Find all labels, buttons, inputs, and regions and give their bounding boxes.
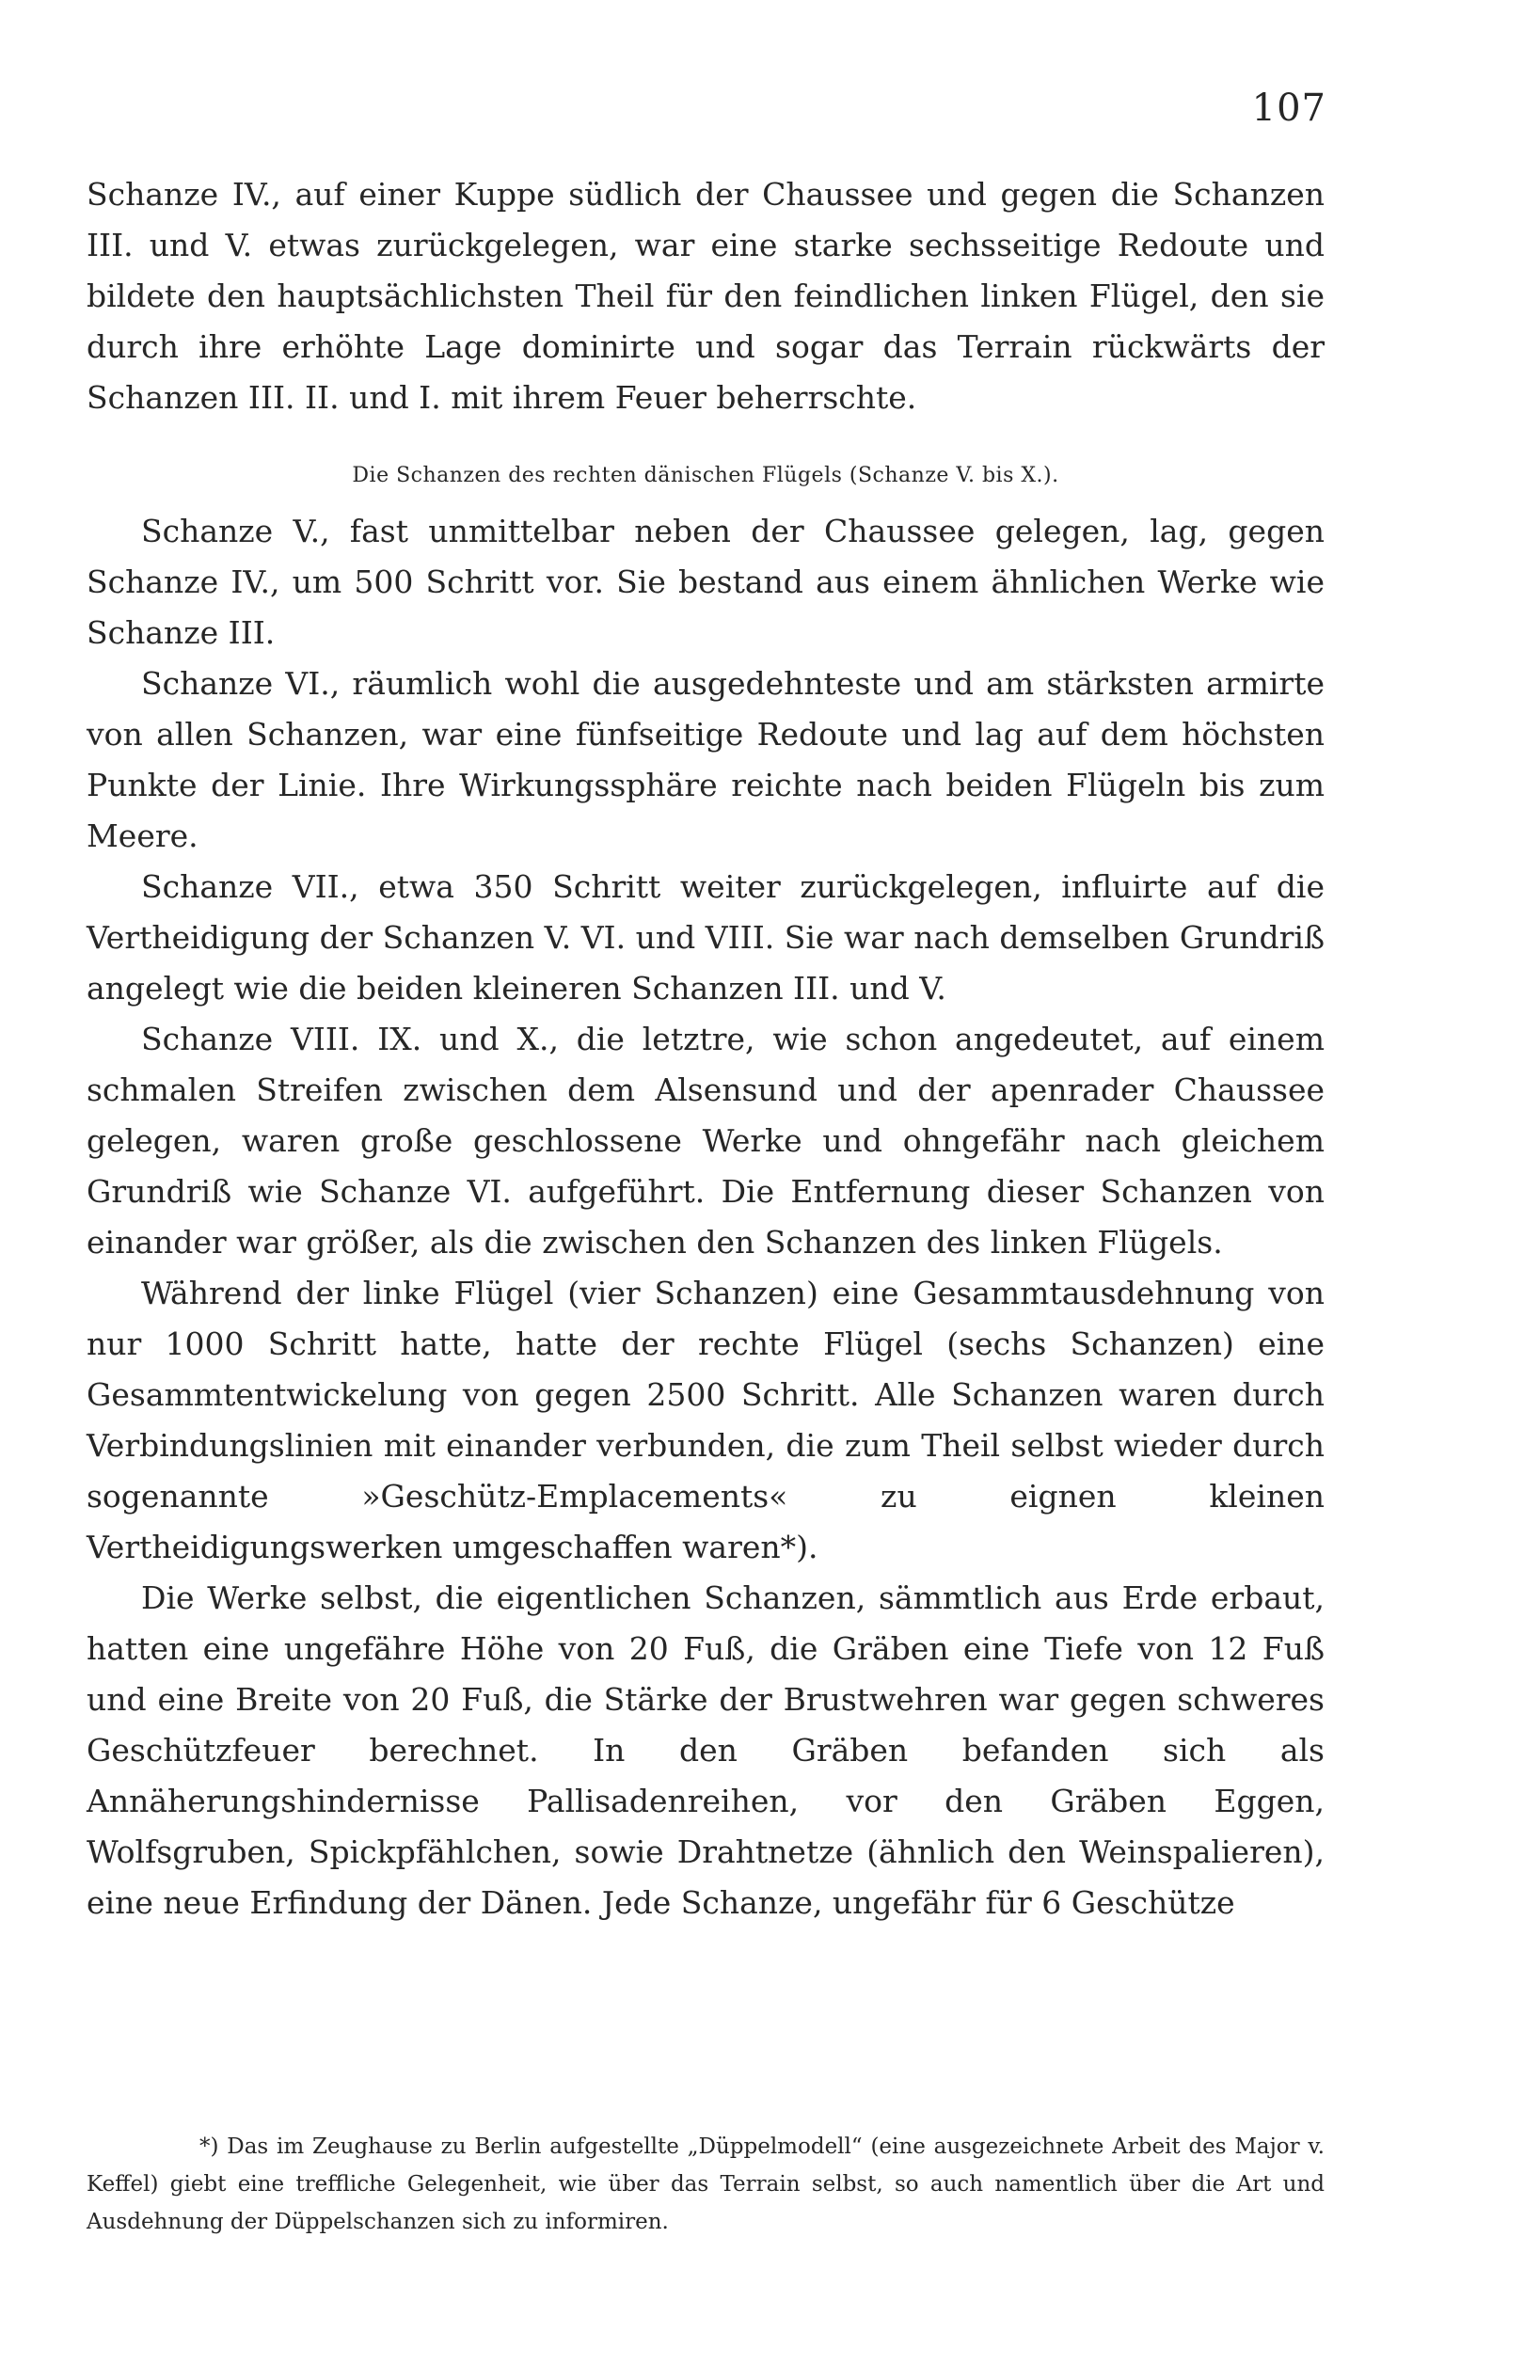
footnote [87, 2128, 1325, 2241]
body-text [87, 169, 1325, 1928]
paragraph-flank-extent: Während der linke Flügel (vier Schanzen) eine Gesammtausdehnung von nur 1000 Schritt hatte, hatte der rechte Flügel (sechs Schanzen) eine Gesammtentwickelung von gegen 2500 Schritt. Alle Schanzen waren durch Verbindungslinien mit einander verbunden, die zum Theil selbst wieder durch sogenannte »Geschütz-Emplacements« zu eignen kleinen Vertheidigungswerken umgeschaffen waren*). [87, 1275, 1325, 1565]
paragraph-schanze-iv: Schanze IV., auf einer Kuppe südlich der Chaussee und gegen die Schanzen III. und V. etwas zurückgelegen, war eine starke sechsseitige Redoute und bildete den hauptsächlichsten Theil für den feindlichen linken Flügel, den sie durch ihre erhöhte Lage dominirte und sogar das Terrain rückwärts der Schanzen III. II. und I. mit ihrem Feuer beherrschte. [87, 176, 1325, 416]
paragraph-schanze-vii: Schanze VII., etwa 350 Schritt weiter zurückgelegen, influirte auf die Vertheidigung der Schanzen V. VI. und VIII. Sie war nach demselben Grundriß angelegt wie die beiden kleineren Schanzen III. und V. [87, 868, 1325, 1007]
paragraph-schanze-vi: Schanze VI., räumlich wohl die ausgedehnteste und am stärksten armirte von allen Schanzen, war eine fünfseitige Redoute und lag auf dem höchsten Punkte der Linie. Ihre Wirkungssphäre reichte nach beiden Flügeln bis zum Meere. [87, 665, 1325, 854]
footnote-text: *) Das im Zeughause zu Berlin aufgestellte „Düppelmodell“ (eine ausgezeichnete Arbeit des Major v. Keffel) giebt eine treffliche Gelegenheit, wie über das Terrain selbst, so auch namentlich über die Art und Ausdehnung der Düppelschanzen sich zu informiren. [87, 2134, 1325, 2234]
paragraph-schanze-v: Schanze V., fast unmittelbar neben der Chaussee gelegen, lag, gegen Schanze IV., um 500 Schritt vor. Sie bestand aus einem ähnlichen Werke wie Schanze III. [87, 513, 1325, 651]
page-number: 107 [1251, 87, 1326, 130]
paragraph-schanze-viii-x: Schanze VIII. IX. und X., die letztre, wie schon angedeutet, auf einem schmalen Streifen zwischen dem Alsensund und der apenrader Chaussee gelegen, waren große geschlossene Werke und ohngefähr nach gleichem Grundriß wie Schanze VI. aufgeführt. Die Entfernung dieser Schanzen von einander war größer, als die zwischen den Schanzen des linken Flügels. [87, 1021, 1325, 1261]
section-heading: Die Schanzen des rechten dänischen Flügels (Schanze V. bis X.). [352, 464, 1059, 487]
paragraph-works-construction: Die Werke selbst, die eigentlichen Schanzen, sämmtlich aus Erde erbaut, hatten eine ungefähre Höhe von 20 Fuß, die Gräben eine Tiefe von 12 Fuß und eine Breite von 20 Fuß, die Stärke der Brustwehren war gegen schweres Geschützfeuer berechnet. In den Gräben befanden sich als Annäherungshindernisse Pallisadenreihen, vor den Gräben Eggen, Wolfsgruben, Spickpfählchen, sowie Drahtnetze (ähnlich den Weinspalieren), eine neue Erfindung der Dänen. Jede Schanze, ungefähr für 6 Geschütze [87, 1579, 1325, 1921]
